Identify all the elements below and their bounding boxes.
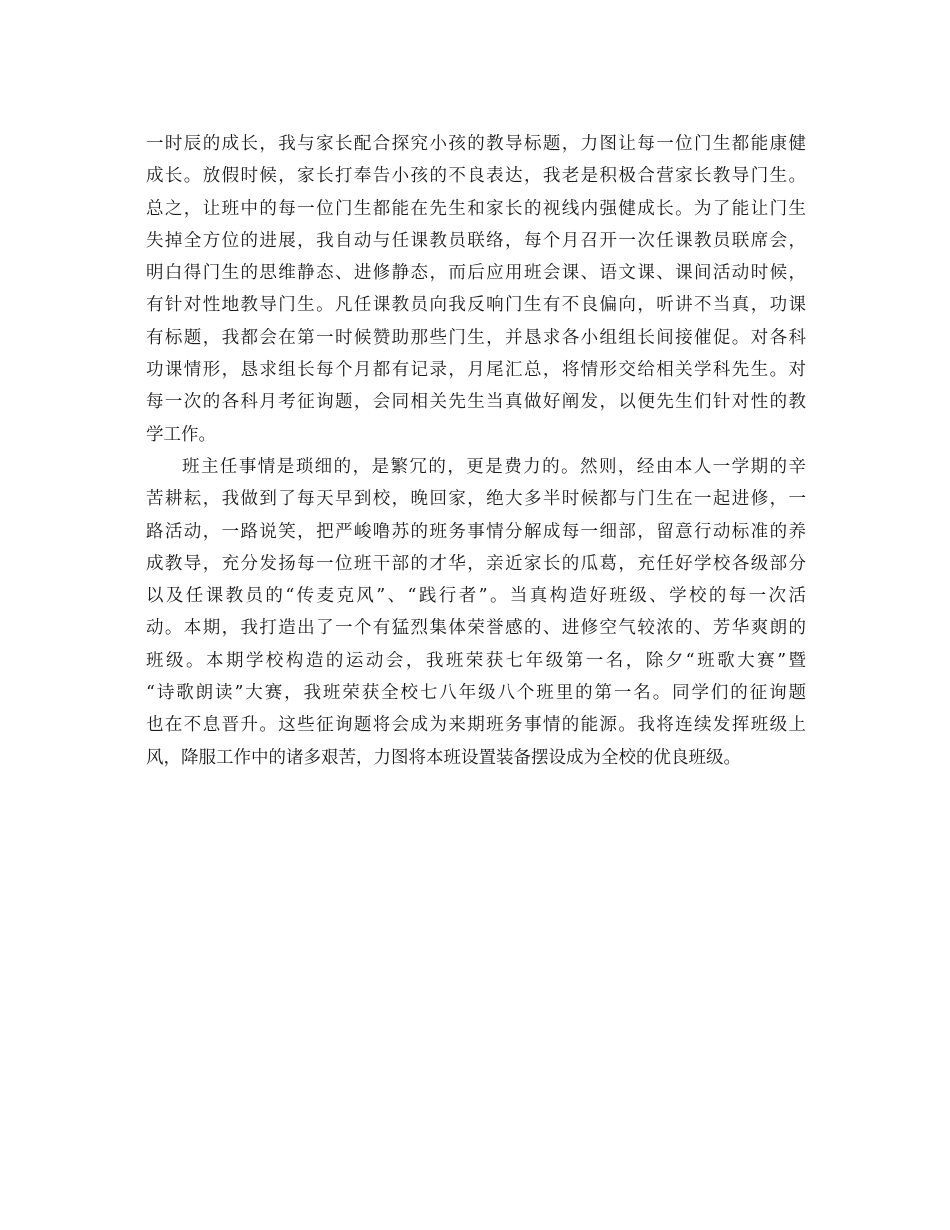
text-line: 有针对性地教导门生。凡任课教员向我反响门生有不良偏向，听讲不当真，功课: [146, 295, 806, 316]
text-line: 风，降服工作中的诸多艰苦，力图将本班设置装备摆设成为全校的优良班级。: [146, 747, 741, 768]
text-line: 路活动，一路说笑，把严峻噜苏的班务事情分解成每一细部，留意行动标准的养: [146, 521, 806, 542]
text-line: 以及任课教员的“传麦克风”、“践行者”。当真构造好班级、学校的每一次活: [146, 586, 806, 607]
text-line: 有标题，我都会在第一时候赞助那些门生，并恳求各小组组长间接催促。对各科: [146, 327, 806, 348]
text-line: 一时辰的成长，我与家长配合探究小孩的教导标题，力图让每一位门生都能康健: [146, 134, 806, 154]
text-line: 也在不息晋升。这些征询题将会成为来期班务事情的能源。我将连续发挥班级上: [146, 715, 806, 736]
text-line: 班主任事情是琐细的，是繁冗的，更是费力的。然则，经由本人一学期的辛: [182, 456, 806, 477]
text-line: 班级。本期学校构造的运动会，我班荣获七年级第一名，除夕“班歌大赛”暨: [146, 650, 806, 671]
text-line: 失掉全方位的进展，我自动与任课教员联络，每个月召开一次任课教员联席会，: [146, 230, 806, 251]
text-line: 总之，让班中的每一位门生都能在先生和家长的视线内强健成长。为了能让门生: [146, 198, 806, 219]
text-line: 苦耕耘，我做到了每天早到校，晚回家，绝大多半时候都与门生在一起进修，一: [146, 489, 806, 510]
body-text: [146, 128, 806, 774]
text-line: 明白得门生的思维静态、进修静态，而后应用班会课、语文课、课间活动时候，: [146, 263, 806, 284]
text-line: “诗歌朗读”大赛，我班荣获全校七八年级八个班里的第一名。同学们的征询题: [146, 683, 806, 704]
text-line: 动。本期，我打造出了一个有猛烈集体荣誉感的、进修空气较浓的、芳华爽朗的: [146, 618, 806, 639]
text-line: 学工作。: [146, 424, 216, 445]
text-line: 功课情形，恳求组长每个月都有记录，月尾汇总，将情形交给相关学科先生。对: [146, 360, 806, 381]
text-line: 成教导，充分发扬每一位班干部的才华，亲近家长的瓜葛，充任好学校各级部分: [146, 553, 806, 574]
text-line: 每一次的各科月考征询题，会同相关先生当真做好阐发，以便先生们针对性的教: [146, 392, 806, 413]
text-line: 成长。放假时候，家长打奉告小孩的不良表达，我老是积极合营家长教导门生。: [146, 166, 806, 187]
